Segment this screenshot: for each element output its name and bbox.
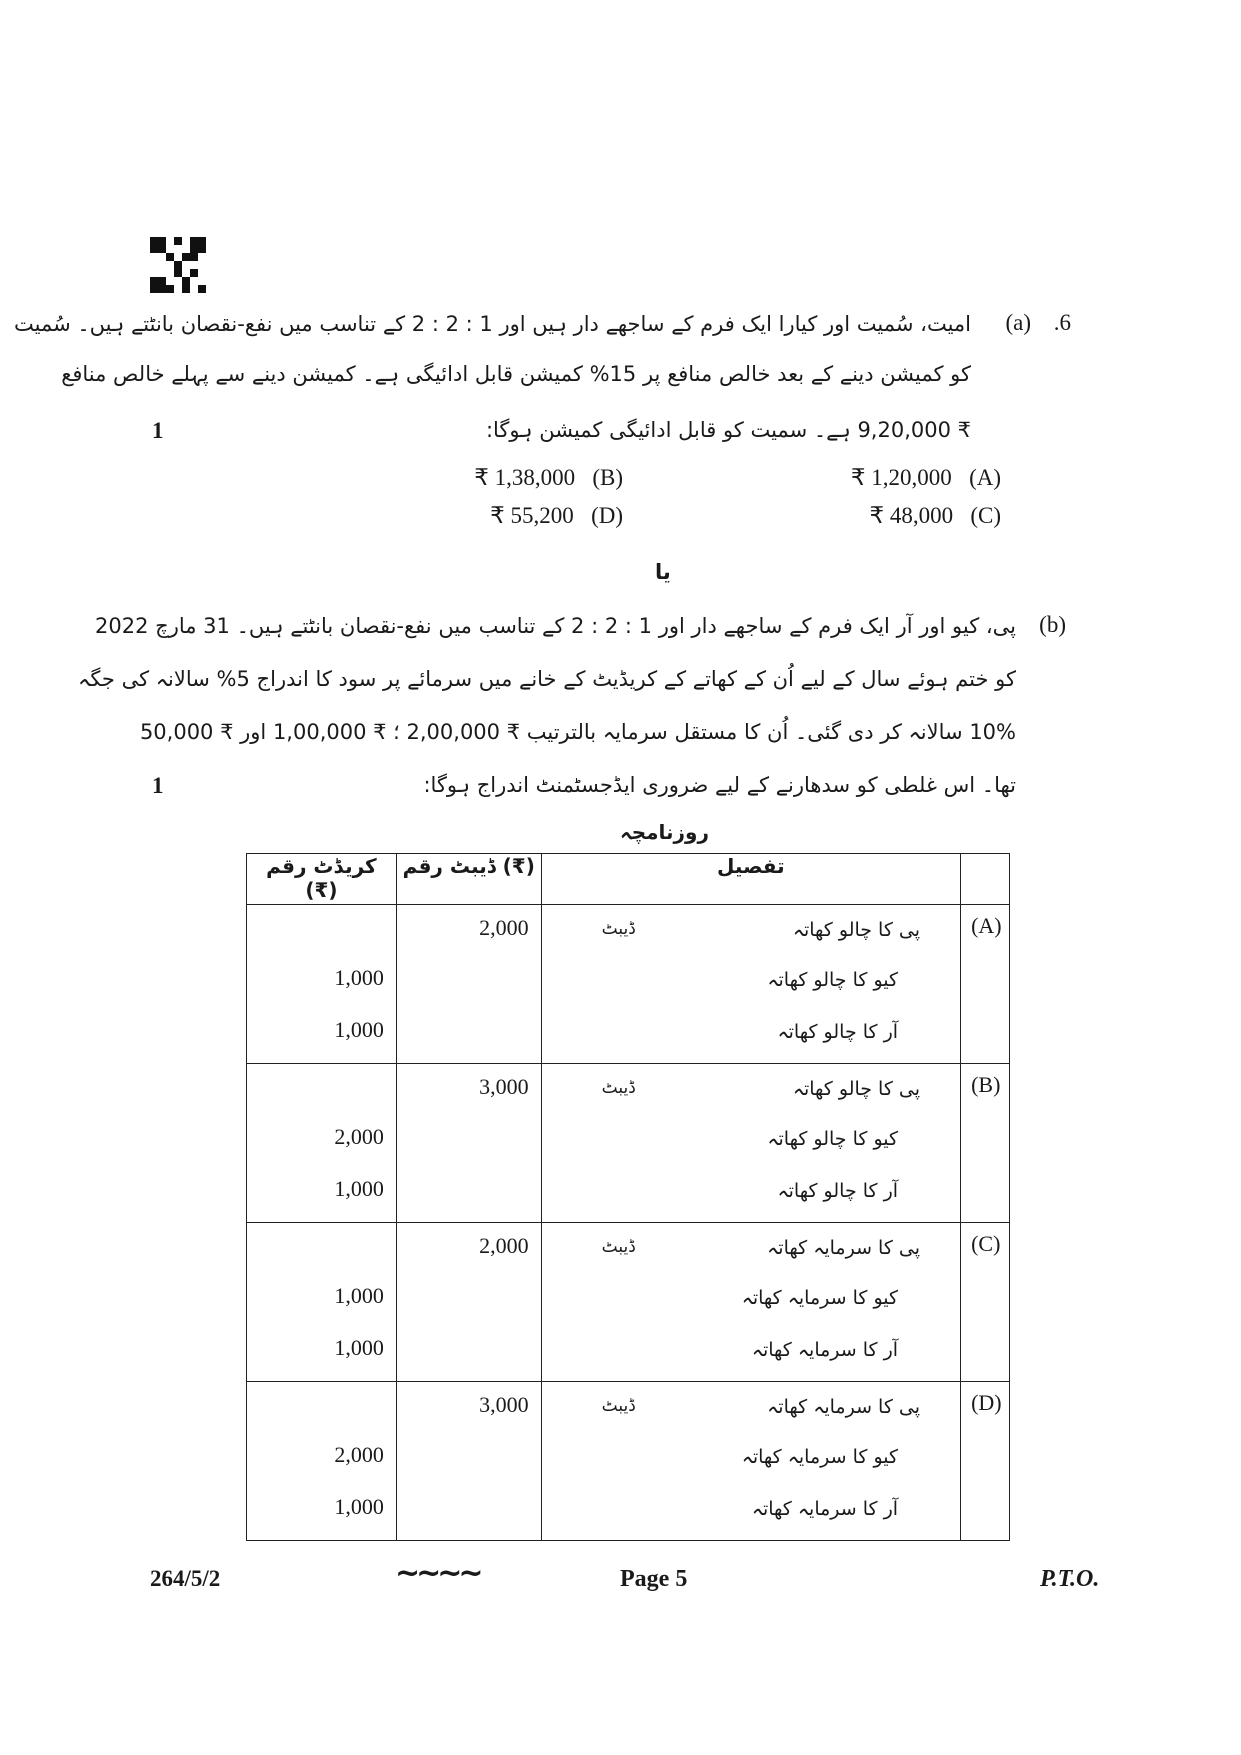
entry-option-label: (C) <box>971 1231 1001 1256</box>
credit-amount: 2,000 <box>334 1124 384 1149</box>
credit-amount: 1,000 <box>334 1017 384 1042</box>
journal-entry-c <box>247 1223 1010 1382</box>
journal-entry-a <box>247 905 1010 1064</box>
option-b-label: (B) <box>592 465 623 490</box>
part-a-text-line2: کو کمیشن دینے کے بعد خالص منافع پر 15% کمیشن قابل ادائیگی ہے۔ کمیشن دینے سے پہلے خالص منافع <box>61 362 971 386</box>
credit-header: کریڈٹ رقم (₹) <box>247 854 397 905</box>
credit-account: کیو کا سرمایہ کھاتہ <box>741 1287 899 1309</box>
credit-account: آر کا سرمایہ کھاتہ <box>751 1498 899 1520</box>
option-c <box>869 503 1001 529</box>
entry-option-label: (B) <box>971 1072 1001 1097</box>
part-b-text-line3: 10% سالانہ کر دی گئی۔ اُن کا مستقل سرمایہ بالترتیب ₹ 2,00,000 ؛ ₹ 1,00,000 اور ₹ 50,000 <box>139 720 1016 744</box>
part-b-text-line4: تھا۔ اس غلطی کو سدھارنے کے لیے ضروری ایڈجسٹمنٹ اندراج ہوگا: <box>423 773 1016 797</box>
dr-label: ڈیبٹ <box>601 1396 636 1416</box>
or-separator: یا <box>655 560 671 584</box>
part-a-text-line3: ₹ 9,20,000 ہے۔ سمیت کو قابل ادائیگی کمیشن ہوگا: <box>485 418 971 442</box>
option-header <box>961 854 1010 905</box>
dr-label: ڈیبٹ <box>601 919 636 939</box>
part-b-text-line2: کو ختم ہوئے سال کے لیے اُن کے کھاتے کے کریڈیٹ کے خانے میں سرمائے پر سود کا اندراج 5% سالانہ کی جگہ <box>78 667 1016 691</box>
debit-amount: 3,000 <box>479 1074 529 1099</box>
debit-account: پی کا سرمایہ کھاتہ <box>767 1237 921 1259</box>
option-c-value: ₹ 48,000 <box>869 503 954 528</box>
part-a-text-line1: امیت، سُمیت اور کیارا ایک فرم کے ساجھے دار ہیں اور 1 : 2 : 2 کے تناسب میں نفع-نقصان بانٹتے ہیں۔ سُمیت <box>13 312 971 336</box>
wave-decoration: ~~~~ <box>395 1556 480 1591</box>
part-a-label: (a) <box>1005 310 1031 335</box>
entry-option-label: (D) <box>971 1390 1002 1415</box>
credit-account: آر کا سرمایہ کھاتہ <box>751 1339 899 1361</box>
option-a <box>851 465 1001 491</box>
part-b-marks: 1 <box>152 773 164 798</box>
option-d <box>490 503 623 529</box>
debit-amount: 3,000 <box>479 1392 529 1417</box>
journal-entry-b <box>247 1064 1010 1223</box>
debit-amount: 2,000 <box>479 1233 529 1258</box>
qr-code-icon <box>150 237 206 293</box>
option-b-value: ₹ 1,38,000 <box>474 465 576 490</box>
paper-code: 264/5/2 <box>150 1566 221 1591</box>
credit-amount: 2,000 <box>334 1442 384 1467</box>
dr-label: ڈیبٹ <box>601 1237 636 1257</box>
option-c-label: (C) <box>970 503 1001 528</box>
debit-amount: 2,000 <box>479 915 529 940</box>
credit-account: کیو کا چالو کھاتہ <box>767 969 899 991</box>
credit-account: آر کا چالو کھاتہ <box>777 1021 899 1043</box>
credit-amount: 1,000 <box>334 965 384 990</box>
option-d-label: (D) <box>591 503 623 528</box>
option-a-value: ₹ 1,20,000 <box>850 465 952 490</box>
option-d-value: ₹ 55,200 <box>490 503 574 528</box>
credit-account: کیو کا چالو کھاتہ <box>767 1128 899 1150</box>
dr-label: ڈیبٹ <box>601 1078 636 1098</box>
credit-account: آر کا چالو کھاتہ <box>777 1180 899 1202</box>
journal-entry-d <box>247 1382 1010 1541</box>
debit-header: ڈیبٹ رقم (₹) <box>396 854 541 905</box>
option-b <box>474 465 623 491</box>
journal-table <box>246 853 1010 1541</box>
credit-amount: 1,000 <box>334 1494 384 1519</box>
credit-amount: 1,000 <box>334 1335 384 1360</box>
part-b-text-line1: پی، کیو اور آر ایک فرم کے ساجھے دار اور 1 : 2 : 2 کے تناسب میں نفع-نقصان بانٹتے ہیں۔ 31 مارچ 2022 <box>95 614 1016 638</box>
entry-option-label: (A) <box>971 913 1002 938</box>
credit-account: کیو کا سرمایہ کھاتہ <box>741 1446 899 1468</box>
credit-amount: 1,000 <box>334 1176 384 1201</box>
part-a-marks: 1 <box>152 418 164 443</box>
question-number: .6 <box>1053 310 1071 335</box>
particulars-header: تفصیل <box>541 854 960 905</box>
page-number: Page 5 <box>620 1566 688 1592</box>
debit-account: پی کا سرمایہ کھاتہ <box>767 1396 921 1418</box>
debit-account: پی کا چالو کھاتہ <box>792 1078 921 1100</box>
option-a-label: (A) <box>969 465 1001 490</box>
pto-label: P.T.O. <box>1040 1566 1100 1592</box>
journal-title: روزنامچہ <box>620 820 709 844</box>
journal-header-row <box>247 854 1010 905</box>
debit-account: پی کا چالو کھاتہ <box>792 919 921 941</box>
part-b-label: (b) <box>1039 612 1066 637</box>
credit-amount: 1,000 <box>334 1283 384 1308</box>
